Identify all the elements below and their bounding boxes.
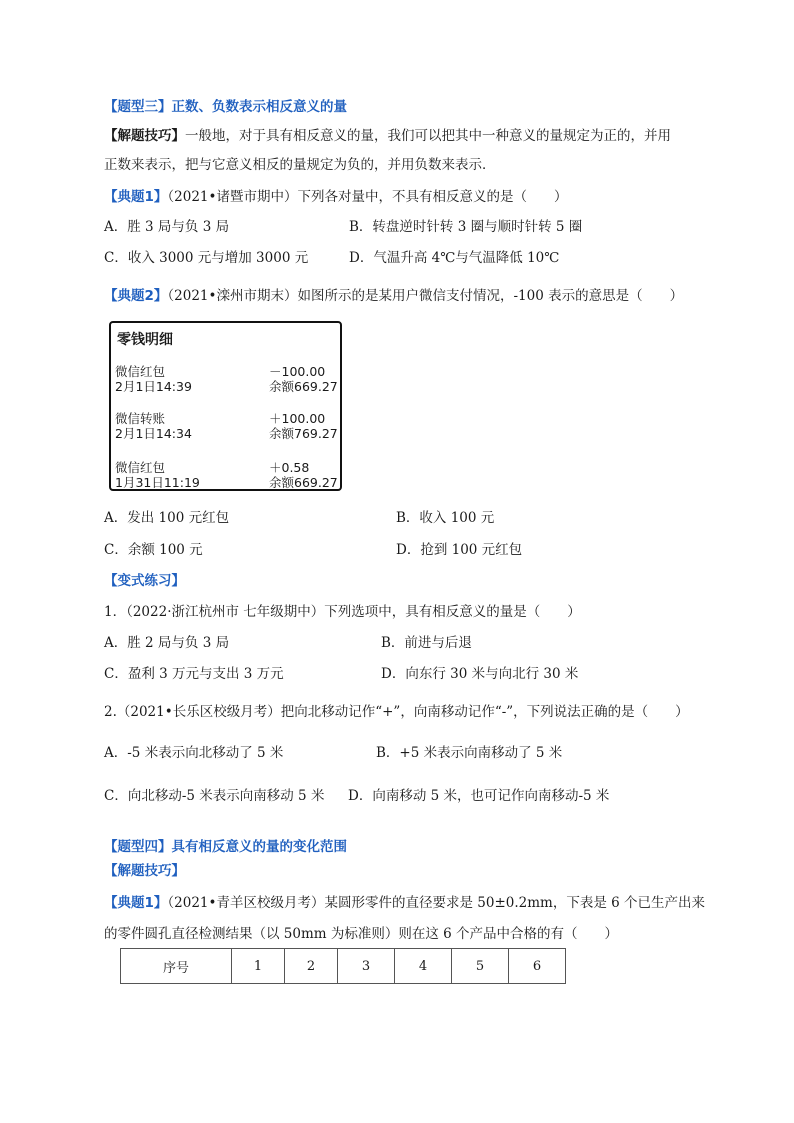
example-1-question: （2021•诸暨市期中）下列各对量中，不具有相反意义的是（ ） (167, 189, 568, 205)
table-cell: 1 (232, 949, 285, 984)
example-1-option-c: C．收入 3000 元与增加 3000 元 (104, 250, 309, 266)
entry-2-balance: 余额769.27 (269, 426, 338, 441)
entry-1-amount: －100.00 (269, 364, 326, 379)
table-cell: 4 (395, 949, 452, 984)
section-4-example-1-line2: 的零件圆孔直径检测结果（以 50mm 为标准则）则在这 6 个产品中合格的有（ ） (104, 926, 619, 942)
section-3-title: 【题型三】正数、负数表示相反意义的量 (104, 99, 347, 115)
example-2-label: 【典题2】 (104, 288, 168, 304)
wechat-change-detail-box (109, 321, 342, 491)
example-2-option-c: C．余额 100 元 (104, 542, 203, 558)
table-cell: 5 (452, 949, 509, 984)
table-cell: 2 (285, 949, 338, 984)
entry-3-time: 1月31日11:19 (115, 475, 200, 490)
section-4-example-1-question: （2021•青羊区校级月考）某圆形零件的直径要求是 50±0.2mm，下表是 6 个已生产出来 (167, 895, 705, 911)
practice-q2-stem: 2.（2021•长乐区校级月考）把向北移动记作“+”，向南移动记作“-”，下列说法正确的是（ ） (104, 704, 689, 720)
practice-q2-option-c: C．向北移动-5 米表示向南移动 5 米 (104, 788, 325, 804)
practice-q2-option-a: A．-5 米表示向北移动了 5 米 (104, 745, 284, 761)
entry-1-name: 微信红包 (115, 364, 166, 379)
section-3-tip-line2: 正数来表示，把与它意义相反的量规定为负的，并用负数来表示． (104, 157, 496, 173)
entry-3-amount: ＋0.58 (269, 460, 310, 475)
section-3-tip-line1 (104, 127, 671, 145)
table-cell: 6 (509, 949, 566, 984)
entry-3-name: 微信红包 (115, 460, 166, 475)
example-2-option-d: D．抢到 100 元红包 (396, 542, 523, 558)
practice-q1-option-a: A．胜 2 局与负 3 局 (104, 635, 230, 651)
example-2-stem (104, 287, 683, 305)
entry-3-balance: 余额669.27 (269, 475, 338, 490)
practice-q1-option-b: B．前进与后退 (381, 635, 472, 651)
example-2-question: （2021•滦州市期末）如图所示的是某用户微信支付情况，-100 表示的意思是（ ） (167, 288, 684, 304)
entry-2-time: 2月1日14:34 (115, 426, 192, 441)
example-1-label: 【典题1】 (104, 189, 168, 205)
example-1-stem (104, 188, 567, 206)
tip-text: 一般地，对于具有相反意义的量，我们可以把其中一种意义的量规定为正的，并用 (185, 128, 671, 144)
entry-2-amount: ＋100.00 (269, 411, 326, 426)
practice-q1-stem: 1．（2022·浙江杭州市 七年级期中）下列选项中，具有相反意义的量是（ ） (104, 604, 581, 620)
table-header-cell: 序号 (121, 949, 232, 984)
table-row (121, 949, 566, 984)
example-1-option-a: A．胜 3 局与负 3 局 (104, 219, 230, 235)
entry-2-name: 微信转账 (115, 411, 166, 426)
example-1-option-d: D．气温升高 4℃与气温降低 10℃ (349, 250, 560, 266)
table-cell: 3 (338, 949, 395, 984)
entry-1-time: 2月1日14:39 (115, 379, 192, 394)
section-4-title: 【题型四】具有相反意义的量的变化范围 (104, 839, 347, 855)
section-4-example-1-label: 【典题1】 (104, 895, 168, 911)
practice-label: 【变式练习】 (104, 573, 185, 589)
practice-q1-option-d: D．向东行 30 米与向北行 30 米 (381, 666, 579, 682)
example-2-option-a: A．发出 100 元红包 (104, 510, 230, 526)
example-2-option-b: B．收入 100 元 (396, 510, 495, 526)
practice-q1-option-c: C．盈利 3 万元与支出 3 万元 (104, 666, 284, 682)
practice-q2-option-d: D．向南移动 5 米，也可记作向南移动-5 米 (348, 788, 610, 804)
tip-label: 【解题技巧】 (104, 128, 185, 144)
example-1-option-b: B．转盘逆时针转 3 圈与顺时针转 5 圈 (349, 219, 583, 235)
box-title: 零钱明细 (117, 332, 173, 348)
practice-q2-option-b: B．+5 米表示向南移动了 5 米 (376, 745, 563, 761)
entry-1-balance: 余额669.27 (269, 379, 338, 394)
section-4-example-1-line1 (104, 894, 705, 912)
section-4-tip-label: 【解题技巧】 (104, 863, 185, 879)
diameter-table (120, 948, 566, 984)
